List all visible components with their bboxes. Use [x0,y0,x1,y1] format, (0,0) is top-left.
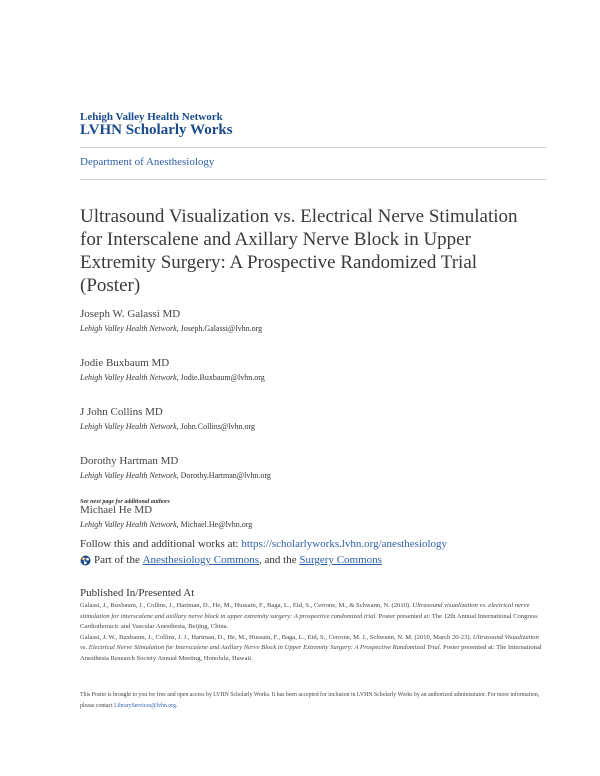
author-list [80,308,540,553]
author-network: Lehigh Valley Health Network [80,422,177,431]
collection-link[interactable]: https://scholarlyworks.lvhn.org/anesthesiology [241,538,448,550]
author-email: , John.Collins@lvhn.org [176,422,255,431]
author-affiliation [80,470,540,482]
department-rule [80,179,546,180]
see-next-note: See next page for additional authors [80,499,170,505]
author-email: , Joseph.Galassi@lvhn.org [176,324,263,333]
author-network: Lehigh Valley Health Network [80,324,177,333]
author-affiliation [80,421,540,433]
author-entry [80,308,540,335]
network-commons-icon [80,555,91,566]
author-name: Michael He MD [80,504,153,516]
citation-2-plain: Galassi, J. W., Buxbaum, J., Collins, J. J., Hartman, D., He, M., Hussain, F., Baga, L., Eid, S., Cerrone, M. J., Schwann, N. M. (2010, March 20-23). [80,633,473,641]
author-network: Lehigh Valley Health Network [80,520,177,529]
citation-block [80,601,545,664]
follow-text: Follow this and additional works at: [80,538,242,550]
footer-text: This Poster is brought to you for free and open access by LVHN Scholarly Works. It has been accepted for inclusion in LVHN Scholarly Works by an authorized administrator. For more information, please contact [80,692,540,709]
document-title: Ultrasound Visualization vs. Electrical Nerve Stimulation for Interscalene and Axillary Nerve Block in Upper Extremity Surgery: A Prospective Randomized Trial (Poster) [80,206,518,296]
author-affiliation [80,372,540,384]
author-affiliation [80,519,540,531]
author-name: Joseph W. Galassi MD [80,308,181,320]
published-heading: Published In/Presented At [80,587,195,599]
citation-1-rest: Poster presented at: The 12th Annual International Congress Cardiothoracic and Vascular Anesthesia, Beijing, China. [80,612,538,630]
author-entry [80,406,540,433]
author-name: J John Collins MD [80,406,163,418]
part-of-prefix: Part of the [94,554,140,566]
author-entry [80,357,540,384]
citation-2-rest: Poster presented at: The International Anesthesia Research Society Annual Meeting, Honolulu, Hawaii. [80,644,542,662]
author-email: , Dorothy.Hartman@lvhn.org [176,471,271,480]
contact-email-link[interactable]: LibraryServices@lvhn.org [114,703,176,709]
network-name: Lehigh Valley Health Network [80,111,223,123]
author-entry [80,504,540,531]
repository-name[interactable]: LVHN Scholarly Works [80,122,233,138]
author-network: Lehigh Valley Health Network [80,373,177,382]
part-of-line [80,554,382,566]
author-email: , Jodie.Buxbaum@lvhn.org [176,373,265,382]
part-of-middle: , and the [259,554,297,566]
citation-1-plain: Galassi, J., Buxbaum, J., Collins, J., Hartman, D., He, M., Hussain, F., Baga, L., Eid, S., Cerrone, M., & Schwann, N. (2010). [80,602,413,609]
citation-2-title: Ultrasound Visualization vs. Electrical Nerve Stimulation for Interscalene and Axillary Nerve Block in Upper Extremity Surgery: A Prospective Randomized Trial. [80,633,539,651]
footer-end: . [175,703,178,709]
surgery-commons-link[interactable]: Surgery Commons [299,554,382,566]
access-footer [80,690,545,712]
author-name: Jodie Buxbaum MD [80,357,170,369]
follow-line [80,538,447,550]
author-name: Dorothy Hartman MD [80,455,179,467]
author-entry [80,455,540,482]
department-link[interactable]: Department of Anesthesiology [80,156,215,168]
author-affiliation [80,323,540,335]
anesthesiology-commons-link[interactable]: Anesthesiology Commons [142,554,259,566]
citation-1-title: Ultrasound visualization vs. electrical nerve stimulation for interscalene and axillary nerve block in upper extremity surgery: A prospective randomized trial. [80,602,530,620]
header-rule [80,147,546,148]
author-network: Lehigh Valley Health Network [80,471,177,480]
author-email: , Michael.He@lvhn.org [176,520,253,529]
